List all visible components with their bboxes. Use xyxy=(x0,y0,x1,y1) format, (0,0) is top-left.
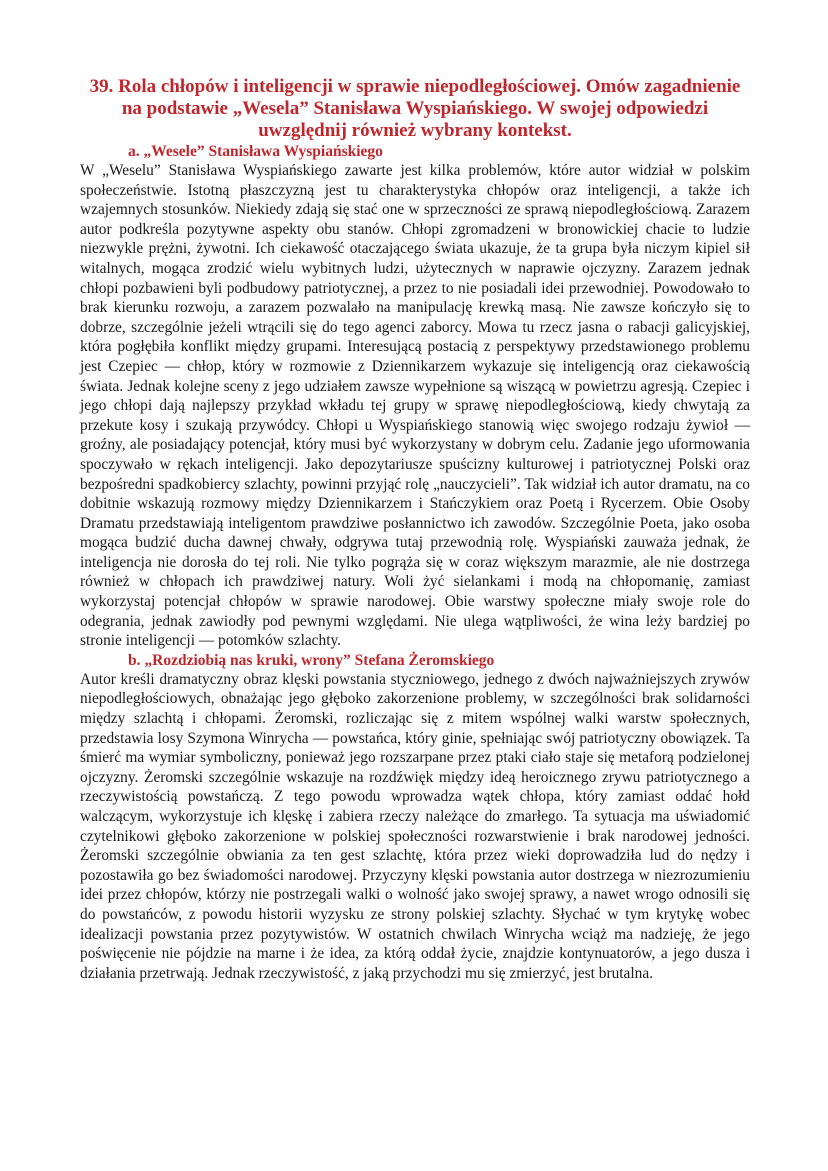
document-page xyxy=(80,76,750,983)
section-heading-rozdziobia: b. „Rozdziobią nas kruki, wrony” Stefana Żeromskiego xyxy=(128,651,495,669)
section-body-rozdziobia: Autor kreśli dramatyczny obraz klęski powstania styczniowego, jednego z dwóch najważniejszych zrywów niepodległościowych, obnażając jego głęboko zakorzenione problemy, w szczególności brak solidarności między szlachtą i chłopami. Żeromski, rozliczając się z mitem wspólnej walki warstw społecznych, przedstawia losy Szymona Winrycha — powstańca, który ginie, spełniając swój patriotyczny obowiązek. Ta śmierć ma wymiar symboliczny, ponieważ jego rozszarpane przez ptaki ciało staje się metaforą podzielonej ojczyzny. Żeromski szczególnie wskazuje na rozdźwięk między ideą heroicznego zrywu patriotycznego a rzeczywistością powstańczą. Z tego powodu wprowadza wątek chłopa, który zamiast oddać hołd walczącym, wykorzystuje ich klęskę i zabiera rzeczy należące do zmarłego. Ta sytuacja ma uświadomić czytelnikowi głęboko zakorzenione w polskiej społeczności rozwarstwienie i brak narodowej jedności. Żeromski szczególnie obwiania za ten gest szlachtę, która przez wieki doprowadziła lud do nędzy i pozostawiła go bez świadomości narodowej. Przyczyny klęski powstania autor dostrzega w niezrozumieniu idei przez chłopów, którzy nie postrzegali walki o wolność jako swojej sprawy, a nawet wrogo odnosili się do powstańców, z powodu historii wyzysku ze strony polskiej szlachty. Słychać w tym krytykę wobec idealizacji powstania przez pozytywistów. W ostatnich chwilach Winrycha wciąż ma nadzieję, że jego poświęcenie nie pójdzie na marne i że idea, za którą oddał życie, znajdzie kontynuatorów, a jego dusza i działania przetrwają. Jednak rzeczywistość, z jaką przychodzi mu się zmierzyć, jest brutalna. xyxy=(80,670,750,982)
section-body-wesele: W „Weselu” Stanisława Wyspiańskiego zawarte jest kilka problemów, które autor widział w polskim społeczeństwie. Istotną płaszczyzną jest tu charakterystyka chłopów oraz inteligencji, a także ich wzajemnych stosunków. Niekiedy zdają się stać one w sprzeczności ze sprawą niepodległościową. Zarazem autor podkreśla pozytywne aspekty obu stanów. Chłopi zgromadzeni w bronowickiej chacie to ludzie niezwykle prężni, żywotni. Ich ciekawość otaczającego świata ukazuje, że ta grupa była niczym kipiel sił witalnych, mogąca zrodzić wielu wybitnych ludzi, użytecznych w naprawie ojczyzny. Zarazem jednak chłopi pozbawieni byli podbudowy patriotycznej, a przez to nie posiadali idei przewodniej. Powodowało to brak kierunku rozwoju, a zarazem pozwalało na manipulację krewką masą. Nie zawsze kończyło się to dobrze, szczególnie jeżeli wtrącili się do tego agenci zaborcy. Mowa tu rzecz jasna o rabacji galicyjskiej, która pogłębiła konflikt między grupami. Interesującą postacią z perspektywy przedstawionego problemu jest Czepiec — chłop, który w rozmowie z Dziennikarzem wykazuje się inteligencją oraz ciekawością świata. Jednak kolejne sceny z jego udziałem zawsze wypełnione są wiszącą w powietrzu agresją. Czepiec i jego chłopi dają najlepszy przykład wkładu tej grupy w sprawę niepodległościową, kiedy chwytają za przekute kosy i szukają przywódcy. Chłopi u Wyspiańskiego stanowią więc swojego rodzaju żywioł — groźny, ale posiadający potencjał, który musi być wykorzystany w dobrym celu. Zadanie jego uformowania spoczywało w rękach inteligencji. Jako depozytariusze spuścizny kulturowej i patriotycznej Polski oraz bezpośredni spadkobiercy szlachty, powinni przyjąć rolę „nauczycieli”. Tak widział ich autor dramatu, na co dobitnie wskazują rozmowy między Dziennikarzem i Stańczykiem oraz Poetą i Rycerzem. Obie Osoby Dramatu przedstawiają inteligentom prawdziwe posłannictwo ich zawodów. Szczególnie Poeta, jako osoba mogąca budzić ducha dawnej chwały, odgrywa tutaj przewodnią rolę. Wyspiański zauważa jednak, że inteligencja nie dorosła do tej roli. Nie tylko pogrąża się w coraz większym marazmie, ale nie dostrzega również w chłopach ich prawdziwej natury. Woli żyć sielankami i modą na chłopomanię, zamiast wykorzystaj potencjał chłopów w sprawie narodowej. Obie warstwy społeczne miały swoje role do odegrania, jednak zawiodły pod pewnymi względami. Nie ulega wątpliwości, że wina leży bardziej po stronie inteligencji — potomków szlachty. xyxy=(80,162,750,650)
document-title: 39. Rola chłopów i inteligencji w sprawie niepodległościowej. Omów zagadnienie na podstawie „Wesela” Stanisława Wyspiańskiego. W swojej odpowiedzi uwzględnij również wybrany kontekst. xyxy=(89,76,741,141)
section-heading-wesele: a. „Wesele” Stanisława Wyspiańskiego xyxy=(128,143,383,160)
